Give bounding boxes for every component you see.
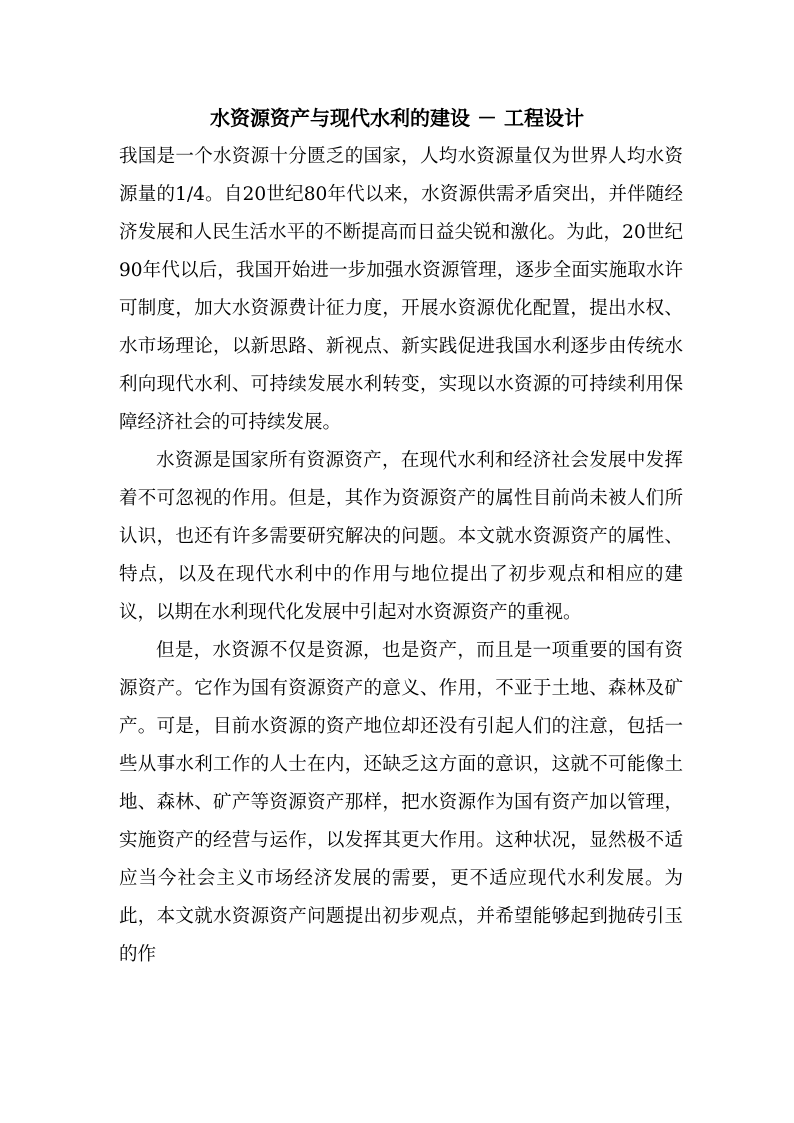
document-body (119, 138, 683, 974)
document-title: 水资源资产与现代水利的建设 － 工程设计 (210, 106, 584, 130)
paragraph-water-asset: 水资源是国家所有资源资产，在现代水利和经济社会发展中发挥着不可忽视的作用。但是，其作为资源资产的属性目前尚未被人们所认识，也还有许多需要研究解决的问题。本文就水资源资产的属性、特点，以及在现代水利中的作用与地位提出了初步观点和相应的建议，以期在水利现代化发展中引起对水资源资产的重视。 (119, 450, 683, 623)
paragraph-state-asset: 但是，水资源不仅是资源，也是资产，而且是一项重要的国有资源资产。它作为国有资源资产的意义、作用，不亚于土地、森林及矿产。可是，目前水资源的资产地位却还没有引起人们的注意，包括一些从事水利工作的人士在内，还缺乏这方面的意识，这就不可能像土地、森林、矿产等资源资产那样，把水资源作为国有资产加以管理，实施资产的经营与运作，以发挥其更大作用。这种状况，显然极不适应当今社会主义市场经济发展的需要，更不适应现代水利发展。为此，本文就水资源资产问题提出初步观点，并希望能够起到抛砖引玉的作 (119, 640, 683, 965)
paragraph-intro: 我国是一个水资源十分匮乏的国家，人均水资源量仅为世界人均水资源量的1/4。自20世纪80年代以来，水资源供需矛盾突出，并伴随经济发展和人民生活水平的不断提高而日益尖锐和激化。为此，20世纪90年代以后，我国开始进一步加强水资源管理，逐步全面实施取水许可制度，加大水资源费计征力度，开展水资源优化配置，提出水权、水市场理论，以新思路、新视点、新实践促进我国水利逐步由传统水利向现代水利、可持续发展水利转变，实现以水资源的可持续利用保障经济社会的可持续发展。 (119, 146, 683, 433)
